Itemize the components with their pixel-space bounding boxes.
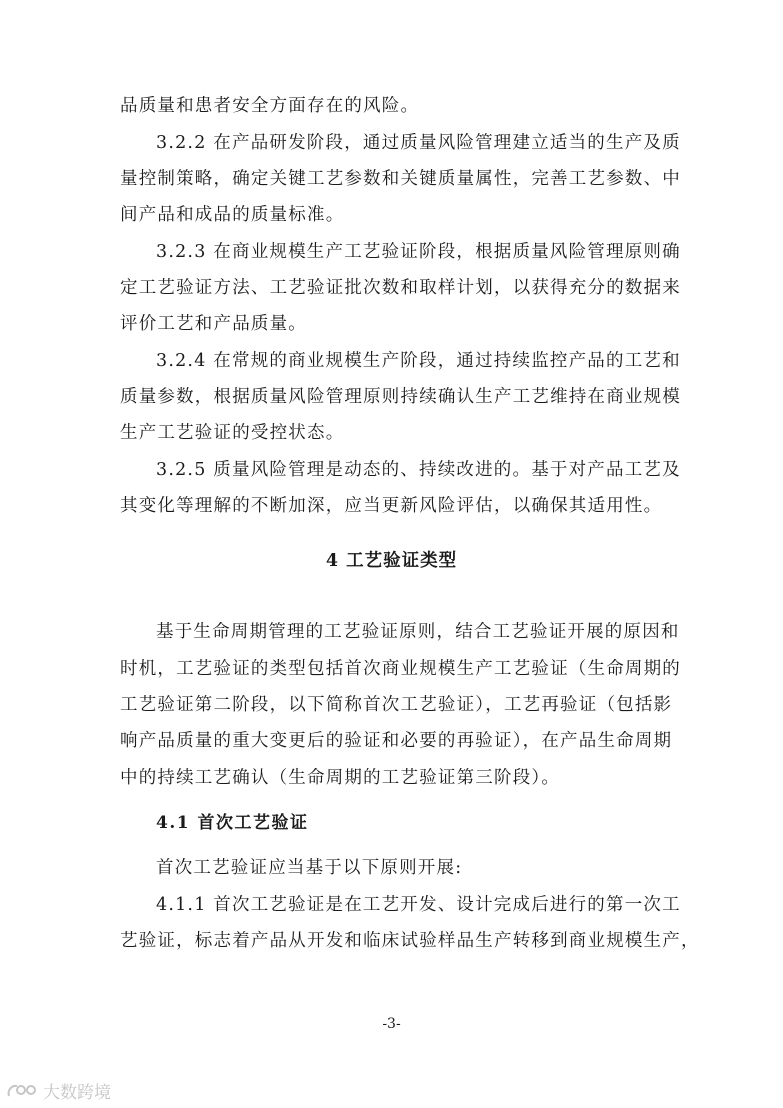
paragraph-line: 间产品和成品的质量标准。	[120, 205, 345, 225]
paragraph-line: 其变化等理解的不断加深，应当更新风险评估，以确保其适用性。	[120, 496, 663, 516]
watermark-logo-icon	[6, 1082, 40, 1100]
paragraph-line: 3.2.3 在商业规模生产工艺验证阶段，根据质量风险管理原则确	[156, 242, 681, 262]
paragraph-line: 量控制策略，确定关键工艺参数和关键质量属性，完善工艺参数、中	[120, 169, 681, 189]
subsection-heading: 4.1 首次工艺验证	[156, 813, 309, 833]
paragraph-line: 品质量和患者安全方面存在的风险。	[120, 96, 420, 116]
watermark-text: 大数跨境	[43, 1083, 111, 1103]
paragraph-line: 响产品质量的重大变更后的验证和必要的再验证），在产品生命周期	[120, 731, 673, 751]
paragraph-line: 首次工艺验证应当基于以下原则开展:	[156, 858, 463, 878]
paragraph-line: 3.2.2 在产品研发阶段，通过质量风险管理建立适当的生产及质	[156, 133, 681, 153]
paragraph-line: 4.1.1 首次工艺验证是在工艺开发、设计完成后进行的第一次工	[156, 895, 681, 915]
paragraph-line: 3.2.4 在常规的商业规模生产阶段，通过持续监控产品的工艺和	[156, 351, 681, 371]
paragraph-line: 工艺验证第二阶段，以下简称首次工艺验证），工艺再验证（包括影	[120, 695, 673, 715]
section-heading: 4 工艺验证类型	[325, 551, 458, 571]
watermark	[6, 1078, 111, 1103]
paragraph-line: 基于生命周期管理的工艺验证原则，结合工艺验证开展的原因和	[156, 622, 680, 642]
paragraph-line: 质量参数，根据质量风险管理原则持续确认生产工艺维持在商业规模	[120, 387, 681, 407]
paragraph-line: 评价工艺和产品质量。	[120, 314, 307, 334]
page-number: -3-	[382, 1016, 401, 1032]
paragraph-line: 时机，工艺验证的类型包括首次商业规模生产工艺验证（生命周期的	[120, 659, 681, 679]
paragraph-line: 3.2.5 质量风险管理是动态的、持续改进的。基于对产品工艺及	[156, 460, 681, 480]
paragraph-line: 生产工艺验证的受控状态。	[120, 423, 345, 443]
paragraph-line: 艺验证，标志着产品从开发和临床试验样品生产转移到商业规模生产，	[120, 931, 700, 951]
paragraph-line: 定工艺验证方法、工艺验证批次数和取样计划，以获得充分的数据来	[120, 278, 681, 298]
paragraph-line: 中的持续工艺确认（生命周期的工艺验证第三阶段）。	[120, 768, 561, 788]
